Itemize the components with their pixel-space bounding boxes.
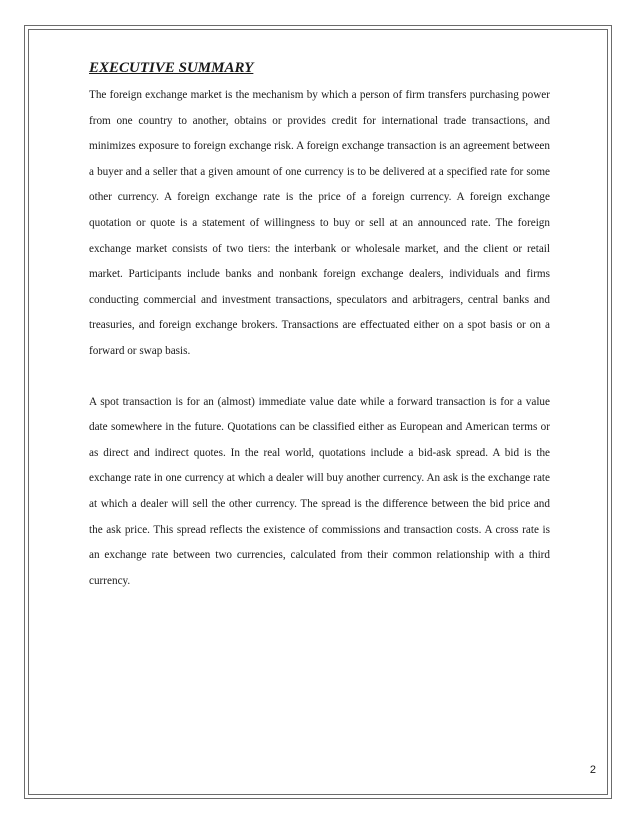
document-heading: EXECUTIVE SUMMARY: [89, 60, 254, 76]
paragraph-2: A spot transaction is for an (almost) immediate value date while a forward transaction is for a value date somewhere in the future. Quotations can be classified either as European and American terms or as direct and indirect quotes. In the real world, quotations include a bid-ask spread. A bid is the exchange rate in one currency at which a dealer will buy another currency. An ask is the exchange rate at which a dealer will sell the other currency. The spread is the difference between the bid price and the ask price. This spread reflects the existence of commissions and transaction costs. A cross rate is an exchange rate between two currencies, calculated from their common relationship with a third currency.: [89, 395, 550, 587]
paragraph-1: The foreign exchange market is the mechanism by which a person of firm transfers purchasing power from one country to another, obtains or provides credit for international trade transactions, and minimizes exposure to foreign exchange risk. A foreign exchange transaction is an agreement between a buyer and a seller that a given amount of one currency is to be delivered at a specified rate for some other currency. A foreign exchange rate is the price of a foreign currency. A foreign exchange quotation or quote is a statement of willingness to buy or sell at an announced rate. The foreign exchange market consists of two tiers: the interbank or wholesale market, and the client or retail market. Participants include banks and nonbank foreign exchange dealers, individuals and firms conducting commercial and investment transactions, speculators and arbitragers, central banks and treasuries, and foreign exchange brokers. Transactions are effectuated either on a spot basis or on a forward or swap basis.: [89, 89, 550, 357]
page-number: 2: [589, 764, 596, 776]
document-body: [89, 58, 550, 594]
